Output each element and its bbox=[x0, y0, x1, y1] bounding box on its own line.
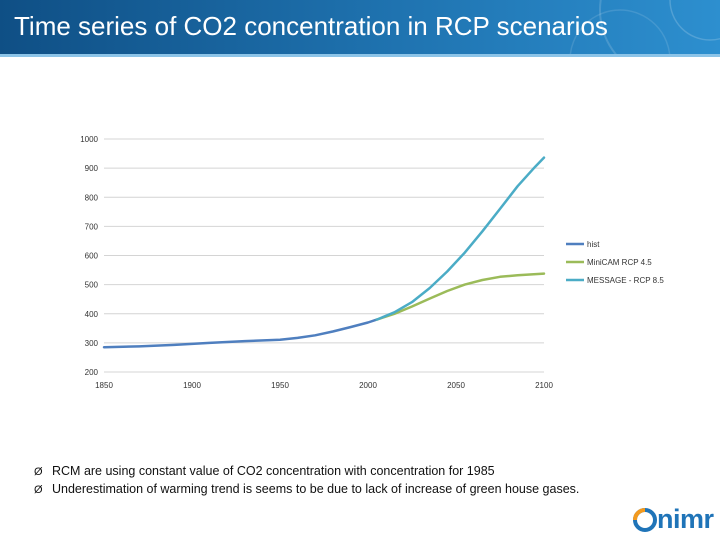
y-tick-label: 900 bbox=[84, 164, 98, 174]
bullet-arrow-icon: Ø bbox=[34, 466, 43, 478]
x-tick-label: 1950 bbox=[271, 381, 289, 390]
y-tick-label: 400 bbox=[84, 309, 98, 319]
x-tick-label: 1900 bbox=[183, 381, 201, 390]
bullet-text: RCM are using constant value of CO2 concentration with concentration for 1985 bbox=[52, 464, 495, 478]
bullet-arrow-icon: Ø bbox=[34, 484, 43, 496]
y-tick-label: 500 bbox=[84, 280, 98, 290]
slide-title: Time series of CO2 concentration in RCP scenarios bbox=[14, 11, 608, 41]
x-tick-label: 2100 bbox=[535, 381, 553, 390]
legend-label: MESSAGE - RCP 8.5 bbox=[587, 276, 664, 285]
y-tick-label: 800 bbox=[84, 193, 98, 203]
legend-label: hist bbox=[587, 240, 600, 249]
y-tick-label: 300 bbox=[84, 338, 98, 348]
legend-label: MiniCAM RCP 4.5 bbox=[587, 258, 652, 267]
x-tick-label: 2000 bbox=[359, 381, 377, 390]
x-tick-label: 1850 bbox=[95, 381, 113, 390]
y-tick-label: 600 bbox=[84, 251, 98, 261]
y-tick-label: 1000 bbox=[80, 135, 98, 144]
logo-swirl-icon bbox=[632, 506, 658, 534]
logo-text: nimr bbox=[657, 504, 714, 534]
bullet-item bbox=[34, 482, 714, 500]
bullet-list bbox=[34, 464, 714, 500]
series-line-1 bbox=[377, 274, 544, 320]
bullet-item bbox=[34, 464, 714, 482]
y-tick-label: 700 bbox=[84, 222, 98, 232]
y-tick-label: 200 bbox=[84, 368, 98, 377]
x-tick-label: 2050 bbox=[447, 381, 465, 390]
nimr-logo bbox=[632, 506, 718, 538]
series-line-2 bbox=[377, 158, 544, 320]
bullet-text: Underestimation of warming trend is seems to be due to lack of increase of green house gases. bbox=[52, 482, 580, 496]
